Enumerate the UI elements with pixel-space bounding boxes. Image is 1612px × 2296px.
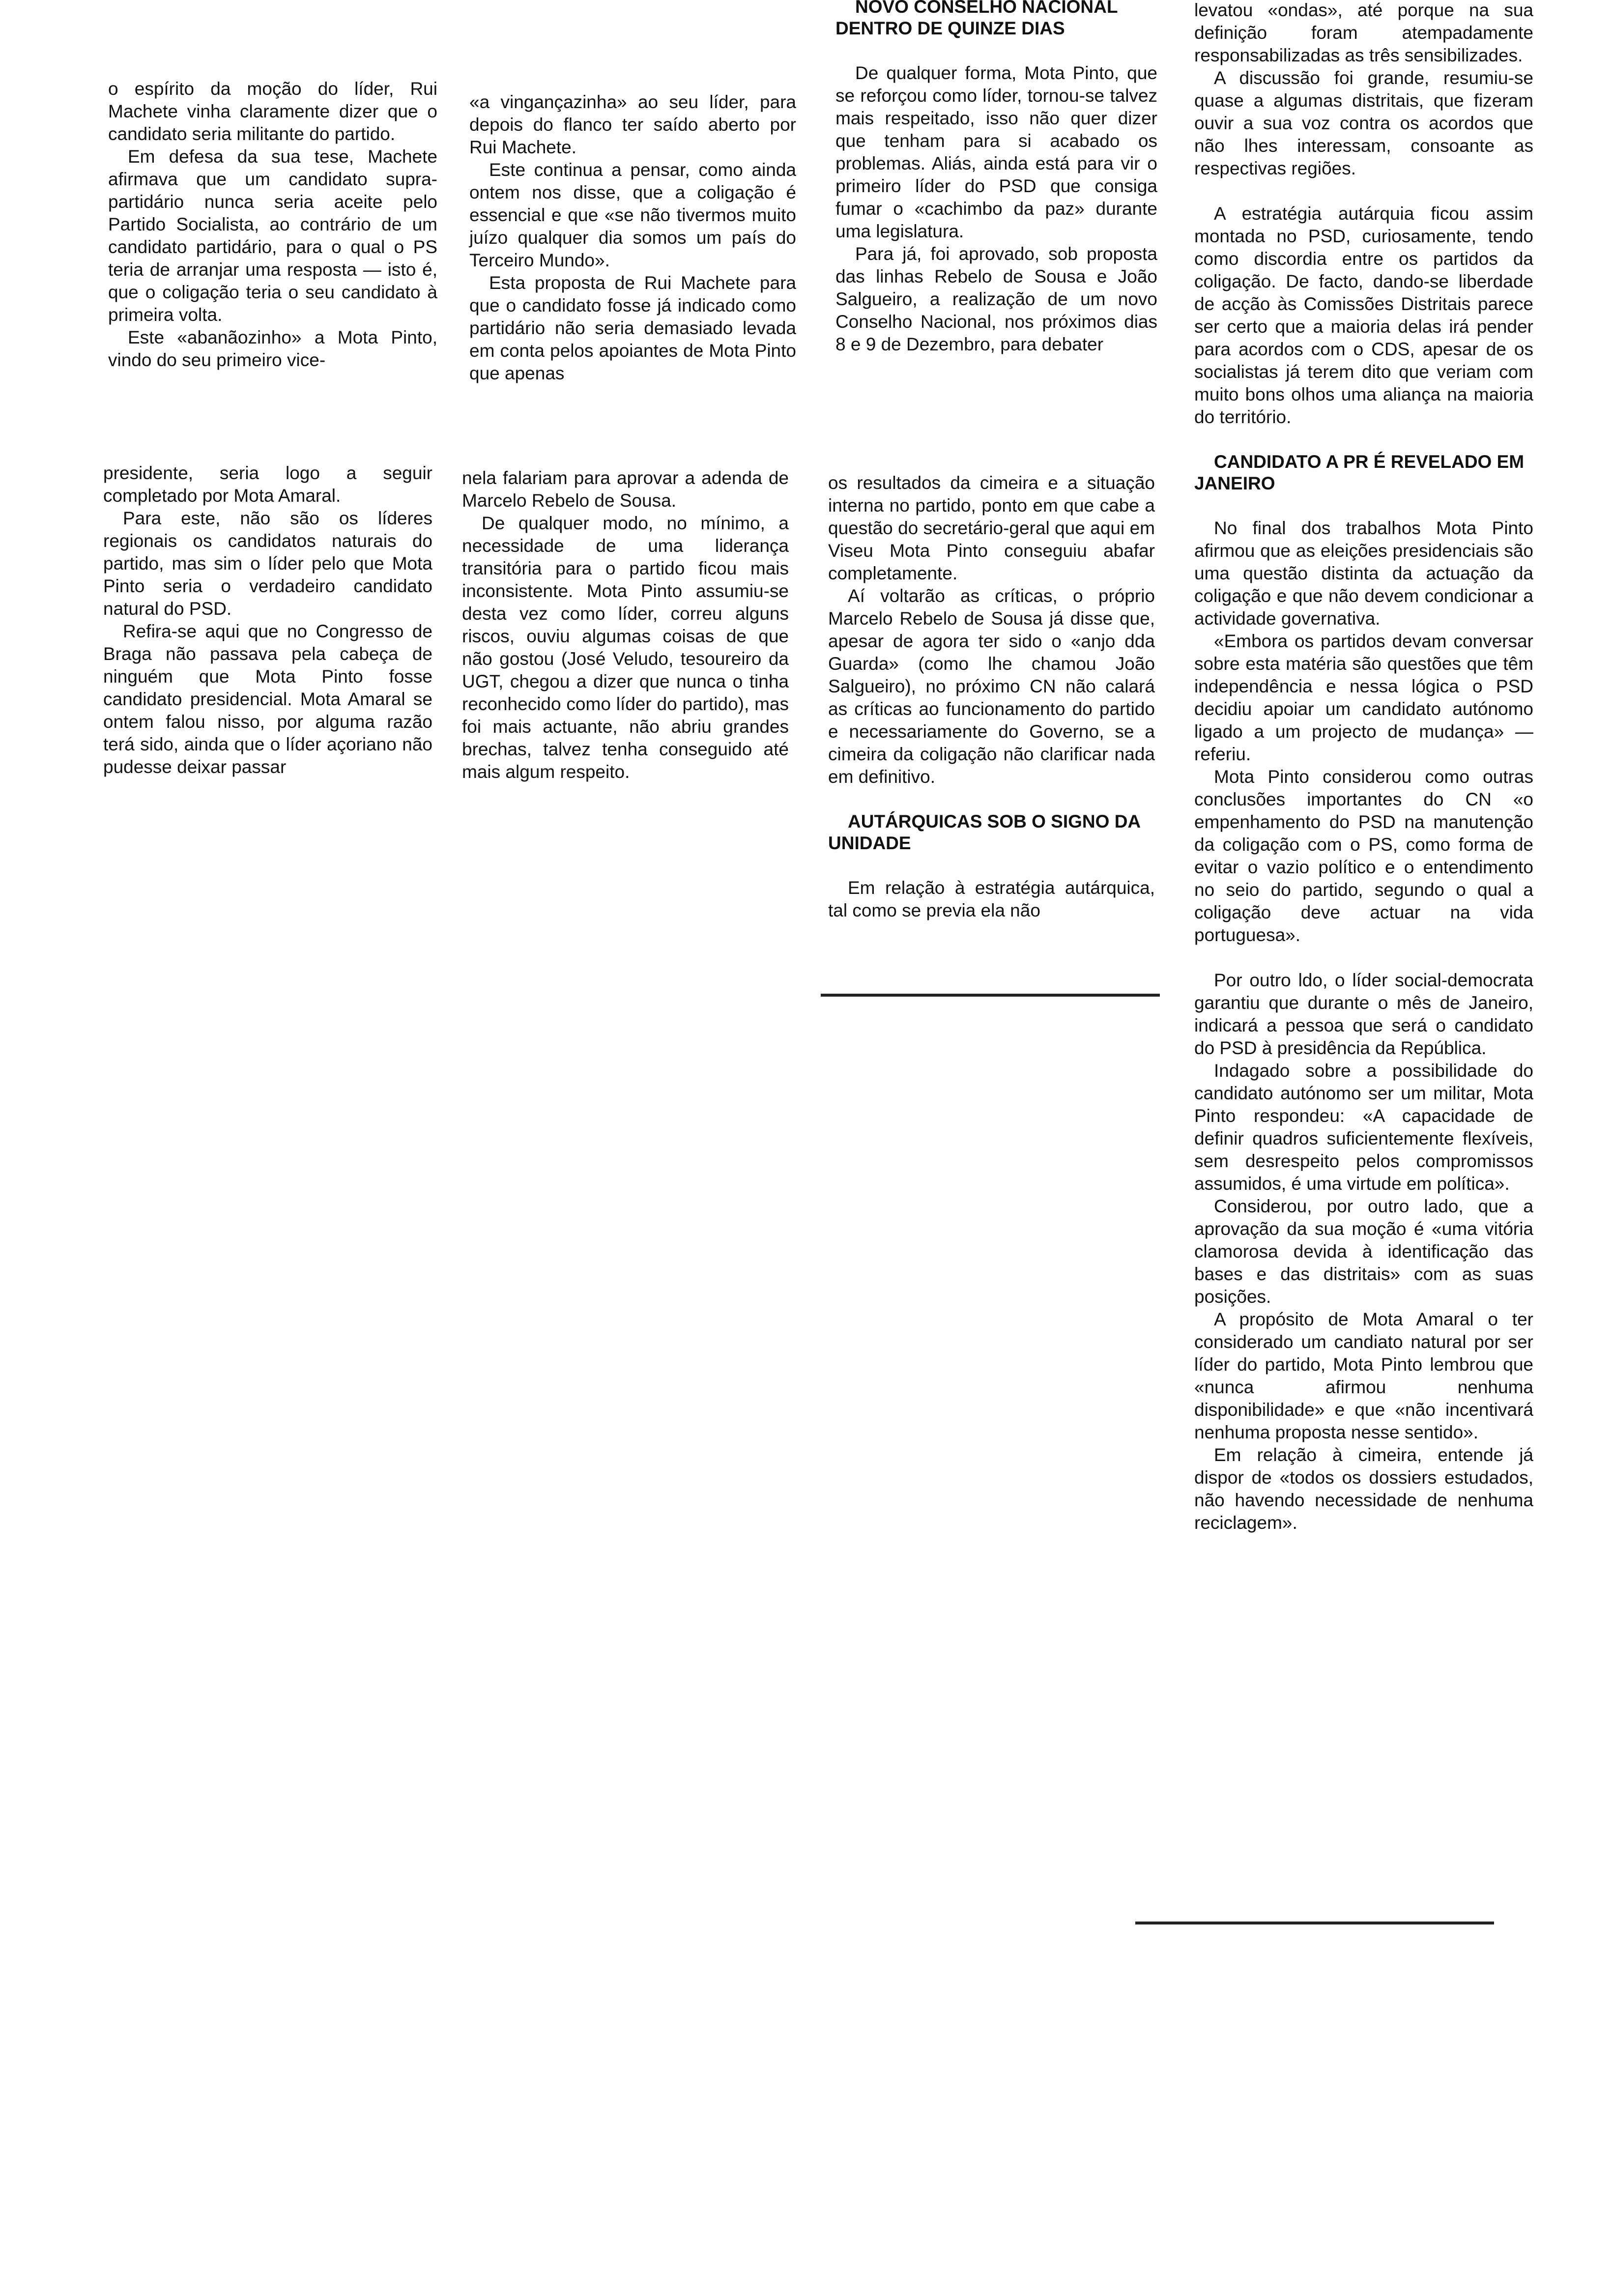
column-1-bottom [103, 462, 432, 778]
column-2-top [469, 91, 796, 385]
paragraph: Para já, foi aprovado, sob proposta das linhas Rebelo de Sousa e João Salgueiro, a realização de um novo Conselho Nacional, nos próximos dias 8 e 9 de Dezembro, para debater [835, 244, 1157, 354]
paragraph: De qualquer forma, Mota Pinto, que se reforçou como líder, tornou-se talvez mais respeitado, isso não quer dizer que tenham para si acabado os problemas. Aliás, ainda está para vir o primeiro líder do PSD que consiga fumar o «cachimbo da paz» durante uma legislatura. [835, 63, 1157, 241]
paragraph: Em defesa da sua tese, Machete afirmava que um candidato supra-partidário nunca seria aceite pelo Partido Socialista, ao contrário de um candidato partidário, para o qual o PS teria de arranjar uma resposta — isto é, que o coligação teria o seu candidato à primeira volta. [108, 146, 437, 325]
paragraph: «Embora os partidos devam conversar sobre esta matéria são questões que têm independência e nessa lógica o PSD decidiu apoiar um candidato autónomo ligado a um projecto de mudança» — referiu. [1194, 631, 1533, 764]
column-3-end-rule [821, 994, 1160, 997]
paragraph: presidente, seria logo a seguir completado por Mota Amaral. [103, 463, 432, 506]
paragraph: «a vingançazinha» ao seu líder, para depois do flanco ter saído aberto por Rui Machete. [469, 92, 796, 157]
paragraph: A estratégia autárquia ficou assim montada no PSD, curiosamente, tendo como discordia entre os partidos da coligação. De facto, dando-se liberdade de acção às Comissões Distritais parece ser certo que a maioria delas irá pender para acordos com o CDS, apesar de os socialistas já terem dito que veriam com muito bons olhos uma aliança na maioria do território. [1194, 203, 1533, 427]
paragraph: Este «abanãozinho» a Mota Pinto, vindo do seu primeiro vice- [108, 327, 437, 370]
paragraph: No final dos trabalhos Mota Pinto afirmou que as eleições presidenciais são uma questão distinta da actuação da coligação e que não devem condicionar a actividade governativa. [1194, 518, 1533, 629]
column-4 [1194, 0, 1533, 1534]
paragraph: Por outro ldo, o líder social-democrata garantiu que durante o mês de Janeiro, indicará a pessoa que será o candidato do PSD à presidência da República. [1194, 970, 1533, 1058]
paragraph: Para este, não são os líderes regionais os candidatos naturais do partido, mas sim o líder pelo que Mota Pinto seria o verdadeiro candidato natural do PSD. [103, 508, 432, 619]
column-4-end-rule [1135, 1922, 1494, 1924]
column-3-bottom [828, 472, 1155, 922]
paragraph: Esta proposta de Rui Machete para que o candidato fosse já indicado como partidário não seria demasiado levada em conta pelos apoiantes de Mota Pinto que apenas [469, 273, 796, 383]
paragraph: Em relação à estratégia autárquica, tal como se previa ela não [828, 878, 1155, 920]
paragraph: levatou «ondas», até porque na sua definição foram atempadamente responsabilizadas as três sensibilizades. [1194, 0, 1533, 65]
column-1-top [108, 78, 437, 372]
section-heading: NOVO CONSELHO NACIONAL DENTRO DE QUINZE DIAS [835, 0, 1118, 38]
paragraph: Considerou, por outro lado, que a aprovação da sua moção é «uma vitória clamorosa devida à identificação das bases e das distritais» com as suas posições. [1194, 1196, 1533, 1307]
paragraph: Indagado sobre a possibilidade do candidato autónomo ser um militar, Mota Pinto respondeu: «A capacidade de definir quadros suficientemente flexíveis, sem desrespeito pelos compromissos assumidos, é uma virtude em política». [1194, 1061, 1533, 1194]
paragraph: A propósito de Mota Amaral o ter considerado um candiato natural por ser líder do partido, Mota Pinto lembrou que «nunca afirmou nenhuma disponibilidade» e que «não incentivará nenhuma proposta nesse sentido». [1194, 1309, 1533, 1442]
paragraph: De qualquer modo, no mínimo, a necessidade de uma liderança transitória para o partido ficou mais inconsistente. Mota Pinto assumiu-se desta vez como líder, correu alguns riscos, ouviu algumas coisas de que não gostou (José Veludo, tesoureiro da UGT, chegou a dizer que nunca o tinha reconhecido como líder do partido), mas foi mais actuante, não abriu grandes brechas, talvez tenha conseguido até mais algum respeito. [462, 513, 789, 782]
paragraph: Em relação à cimeira, entende já dispor de «todos os dossiers estudados, não havendo necessidade de nenhuma reciclagem». [1194, 1445, 1533, 1533]
section-heading: AUTÁRQUICAS SOB O SIGNO DA UNIDADE [828, 811, 1140, 853]
paragraph: os resultados da cimeira e a situação interna no partido, ponto em que cabe a questão do secretário-geral que aqui em Viseu Mota Pinto conseguiu abafar completamente. [828, 473, 1155, 583]
paragraph: Mota Pinto considerou como outras conclusões importantes do CN «o empenhamento do PSD na manutenção da coligação com o PS, como forma de evitar o vazio político e o entendimento no seio do partido, segundo o qual a coligação deve actuar na vida portuguesa». [1194, 767, 1533, 945]
paragraph: Refira-se aqui que no Congresso de Braga não passava pela cabeça de ninguém que Mota Pinto fosse candidato presidencial. Mota Amaral se ontem falou nisso, por alguma razão terá sido, ainda que o líder açoriano não pudesse deixar passar [103, 621, 432, 777]
paragraph: o espírito da moção do líder, Rui Machete vinha claramente dizer que o candidato seria militante do partido. [108, 79, 437, 144]
column-3-top [835, 0, 1157, 356]
paragraph: Este continua a pensar, como ainda ontem nos disse, que a coligação é essencial e que «se não tivermos muito juízo qualquer dia somos um país do Terceiro Mundo». [469, 160, 796, 270]
column-2-bottom [462, 467, 789, 783]
paragraph: nela falariam para aprovar a adenda de Marcelo Rebelo de Sousa. [462, 468, 789, 511]
paragraph: A discussão foi grande, resumiu-se quase a algumas distritais, que fizeram ouvir a sua voz contra os acordos que não lhes interessam, consoante as respectivas regiões. [1194, 68, 1533, 178]
section-heading: CANDIDATO A PR É REVELADO EM JANEIRO [1194, 452, 1525, 493]
paragraph: Aí voltarão as críticas, o próprio Marcelo Rebelo de Sousa já disse que, apesar de agora ter sido o «anjo dda Guarda» (como lhe chamou João Salgueiro), no próximo CN não calará as críticas ao funcionamento do partido e necessariamente do Governo, se a cimeira da coligação não clarificar nada em definitivo. [828, 586, 1155, 787]
